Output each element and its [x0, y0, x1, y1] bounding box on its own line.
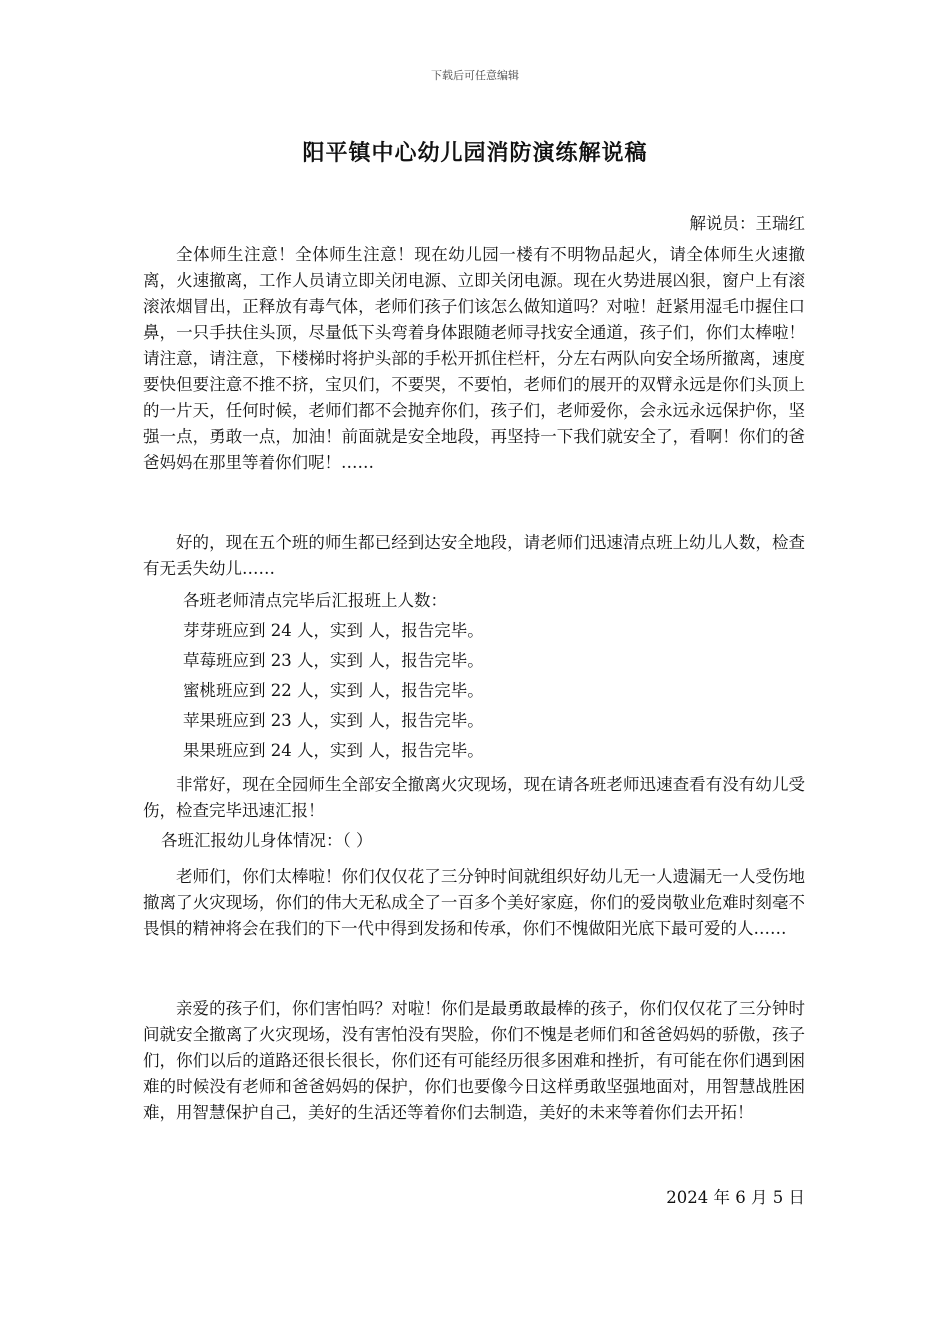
health-report-line: 各班汇报幼儿身体情况：（ ）	[161, 831, 373, 850]
paragraph-5: 亲爱的孩子们，你们害怕吗？对啦！你们是最勇敢最棒的孩子，你们仅仅花了三分钟时间就安全撤离了火灾现场，没有害怕没有哭脸，你们不愧是老师们和爸爸妈妈的骄傲，孩子们，你们以后的道路还很长很长，你们还有可能经历很多困难和挫折，有可能在你们遇到困难的时候没有老师和爸爸妈妈的保护，你们也要像今日这样勇敢坚强地面对，用智慧战胜困难，用智慧保护自己，美好的生活还等着你们去制造，美好的未来等着你们去开拓！	[143, 999, 805, 1122]
paragraph-2-block	[143, 530, 805, 582]
document-title: 阳平镇中心幼儿园消防演练解说稿	[302, 140, 648, 166]
paragraph-5-block	[143, 996, 805, 1126]
paragraph-4: 老师们，你们太棒啦！你们仅仅花了三分钟时间就组织好幼儿无一人遗漏无一人受伤地撤离了火灾现场，你们的伟大无私成全了一百多个美好家庭，你们的爱岗敬业危难时刻毫不畏惧的精神将会在我们的下一代中得到发扬和传承，你们不愧做阳光底下最可爱的人……	[143, 867, 805, 938]
report-intro: 各班老师清点完毕后汇报班上人数：	[183, 591, 447, 610]
paragraph-2: 好的，现在五个班的师生都已经到达安全地段，请老师们迅速清点班上幼儿人数，检查有无丢失幼儿……	[143, 533, 805, 578]
class-report-2: 草莓班应到 23 人，实到 人，报告完毕。	[183, 651, 484, 670]
paragraph-3-block	[143, 772, 805, 824]
class-report-3: 蜜桃班应到 22 人，实到 人，报告完毕。	[183, 681, 484, 700]
paragraph-3: 非常好，现在全园师生全部安全撤离火灾现场，现在请各班老师迅速查看有没有幼儿受伤，检查完毕迅速汇报！	[143, 775, 805, 820]
header-note: 下载后可任意编辑	[431, 69, 519, 82]
document-date: 2024 年 6 月 5 日	[666, 1188, 805, 1207]
class-report-5: 果果班应到 24 人，实到 人，报告完毕。	[183, 741, 484, 760]
paragraph-1-block	[143, 242, 805, 476]
paragraph-1: 全体师生注意！全体师生注意！现在幼儿园一楼有不明物品起火，请全体师生火速撤离，火速撤离，工作人员请立即关闭电源、立即关闭电源。现在火势进展凶狠，窗户上有滚滚浓烟冒出，正释放有毒气体，老师们孩子们该怎么做知道吗？对啦！赶紧用湿毛巾握住口鼻，一只手扶住头顶，尽量低下头弯着身体跟随老师寻找安全通道，孩子们，你们太棒啦！请注意，请注意，下楼梯时将护头部的手松开抓住栏杆，分左右两队向安全场所撤离，速度要快但要注意不推不挤，宝贝们，不要哭，不要怕，老师们的展开的双臂永远是你们头顶上的一片天，任何时候，老师们都不会抛弃你们，孩子们，老师爱你，会永远永远保护你，坚强一点，勇敢一点，加油！前面就是安全地段，再坚持一下我们就安全了，看啊！你们的爸爸妈妈在那里等着你们呢！……	[143, 245, 805, 472]
paragraph-4-block	[143, 864, 805, 942]
class-report-1: 芽芽班应到 24 人，实到 人，报告完毕。	[183, 621, 484, 640]
class-report-4: 苹果班应到 23 人，实到 人，报告完毕。	[183, 711, 484, 730]
narrator-line: 解说员：王瑞红	[689, 214, 805, 233]
